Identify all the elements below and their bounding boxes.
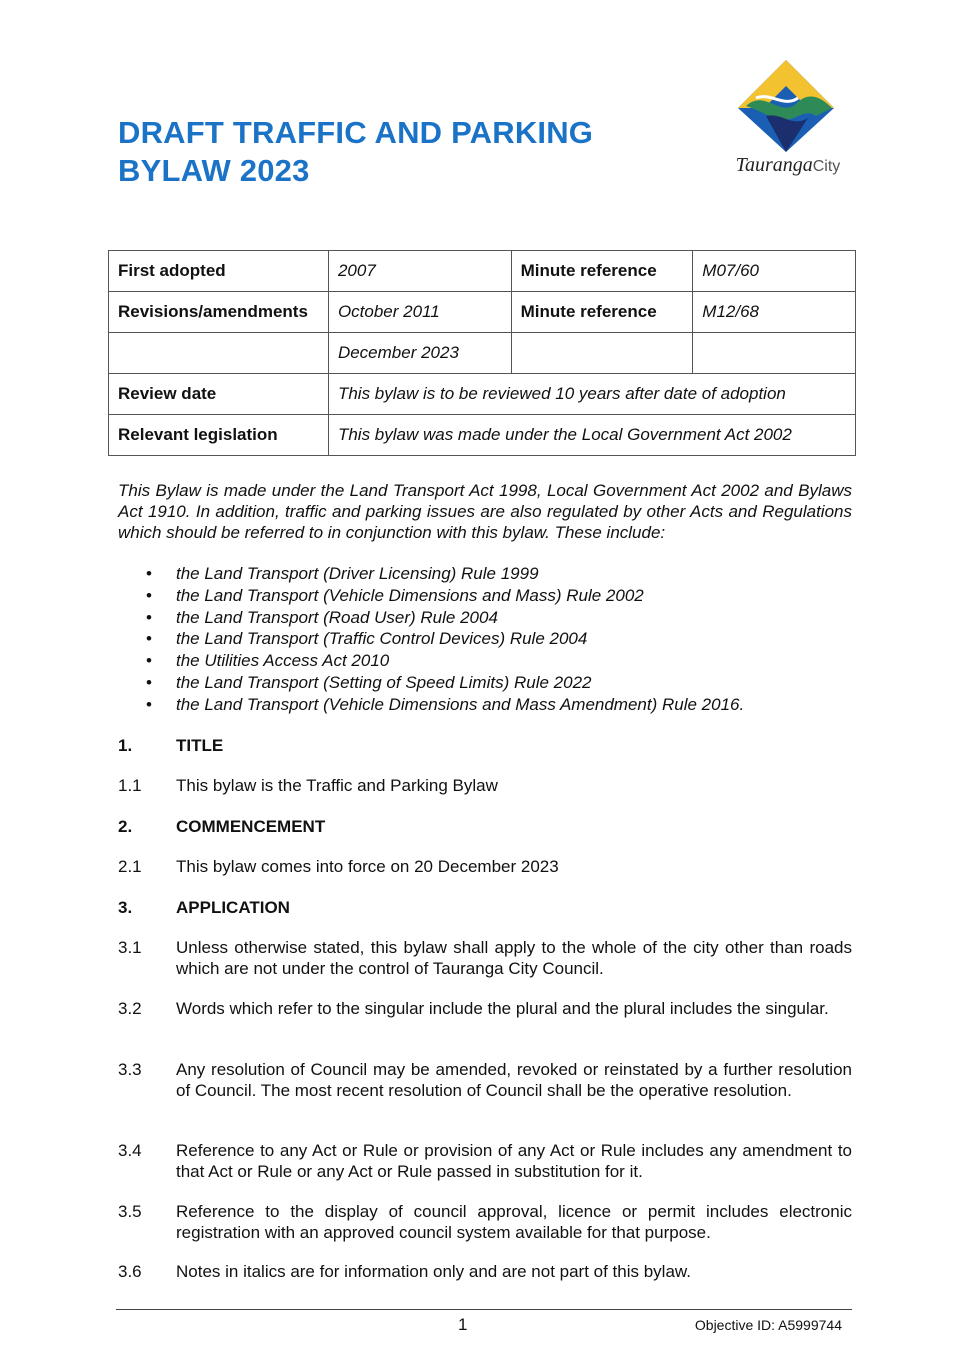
section-number: 2. (118, 817, 133, 836)
section-heading-text: APPLICATION (176, 898, 290, 917)
footer-divider (116, 1309, 852, 1310)
clause-number: 3.6 (118, 1262, 142, 1281)
list-item-text: the Land Transport (Setting of Speed Limits) Rule 2022 (176, 672, 592, 692)
list-item (118, 650, 852, 672)
empty-cell (109, 333, 329, 374)
table-row (109, 292, 856, 333)
minute-reference-label: Minute reference (511, 292, 693, 333)
empty-cell (693, 333, 856, 374)
logo-word-city: City (812, 158, 841, 175)
revisions-value-2: December 2023 (328, 333, 511, 374)
revisions-label: Revisions/amendments (109, 292, 329, 333)
section-number: 3. (118, 898, 133, 917)
section-heading-title (118, 735, 852, 756)
clause-3-2 (118, 998, 852, 1019)
table-row (109, 415, 856, 456)
clause-3-4 (118, 1140, 852, 1182)
bullet-icon: • (146, 672, 152, 692)
clause-3-3 (118, 1059, 852, 1101)
clause-3-5 (118, 1201, 852, 1243)
clause-number: 3.5 (118, 1202, 142, 1221)
intro-paragraph: This Bylaw is made under the Land Transport Act 1998, Local Government Act 2002 and Bylaws Act 1910. In addition, traffic and parking issues are also regulated by other Acts and Regulations which should be referred to in conjunction with this bylaw. These include: (118, 481, 852, 542)
clause-text: This bylaw is the Traffic and Parking Bylaw (176, 776, 498, 795)
first-adopted-value: 2007 (328, 251, 511, 292)
list-item-text: the Land Transport (Driver Licensing) Rule 1999 (176, 564, 539, 583)
objective-id: Objective ID: A5999744 (694, 1317, 842, 1333)
list-item-text: the Utilities Access Act 2010 (176, 651, 390, 671)
clause-3-1 (118, 937, 852, 979)
document-title (118, 114, 593, 190)
bylaw-metadata-table (108, 250, 856, 456)
list-item (118, 585, 852, 607)
list-item (118, 563, 852, 585)
clause-number: 2.1 (118, 857, 142, 876)
list-item-text: the Land Transport (Traffic Control Devices) Rule 2004 (176, 629, 588, 649)
section-number: 1. (118, 736, 133, 755)
minute-reference-value: M12/68 (693, 292, 856, 333)
review-date-value: This bylaw is to be reviewed 10 years after date of adoption (328, 374, 855, 415)
bullet-icon: • (146, 629, 152, 649)
list-item (118, 694, 852, 716)
section-heading-text: TITLE (176, 736, 224, 755)
clause-1-1 (118, 775, 852, 796)
section-heading-commencement (118, 816, 852, 837)
bullet-icon: • (146, 585, 152, 605)
relevant-legislation-value: This bylaw was made under the Local Government Act 2002 (328, 415, 855, 456)
review-date-label: Review date (109, 374, 329, 415)
bullet-icon: • (146, 564, 152, 583)
diamond-logo-icon (736, 58, 836, 154)
related-acts-list (118, 563, 852, 716)
document-title-line1: DRAFT TRAFFIC AND PARKING (118, 115, 594, 150)
list-item-text: the Land Transport (Vehicle Dimensions and Mass) Rule 2002 (176, 585, 644, 605)
minute-reference-label: Minute reference (511, 251, 693, 292)
clause-text: Words which refer to the singular include the plural and the plural includes the singular. (176, 999, 829, 1018)
clause-text: Any resolution of Council may be amended, revoked or reinstated by a further resolution of Council. The most recent resolution of Council shall be the operative resolution. (176, 1060, 852, 1100)
tauranga-city-logo (718, 58, 858, 182)
page-number: 1 (458, 1315, 468, 1334)
section-heading-text: COMMENCEMENT (176, 817, 326, 836)
logo-wordmark (718, 154, 858, 177)
table-row (109, 333, 856, 374)
clause-number: 3.2 (118, 999, 142, 1018)
clause-number: 1.1 (118, 776, 142, 795)
minute-reference-value: M07/60 (693, 251, 856, 292)
bullet-icon: • (146, 607, 152, 627)
revisions-value: October 2011 (328, 292, 511, 333)
clause-3-6 (118, 1261, 852, 1282)
bullet-icon: • (146, 651, 152, 671)
clause-text: Reference to the display of council approval, licence or permit includes electronic registration with an approved council system available for that purpose. (176, 1202, 852, 1242)
first-adopted-label: First adopted (109, 251, 329, 292)
document-title-line2: BYLAW 2023 (118, 153, 310, 188)
clause-number: 3.1 (118, 938, 142, 957)
list-item-text: the Land Transport (Vehicle Dimensions and Mass Amendment) Rule 2016. (176, 694, 745, 714)
section-heading-application (118, 897, 852, 918)
clause-number: 3.4 (118, 1141, 142, 1160)
empty-cell (511, 333, 693, 374)
list-item (118, 607, 852, 629)
clause-text: Reference to any Act or Rule or provision of any Act or Rule includes any amendment to that Act or Rule or any Act or Rule passed in substitution for it. (176, 1141, 852, 1181)
list-item (118, 628, 852, 650)
clause-2-1 (118, 856, 852, 877)
clause-text: Unless otherwise stated, this bylaw shall apply to the whole of the city other than roads which are not under the control of Tauranga City Council. (176, 938, 852, 978)
table-row (109, 251, 856, 292)
relevant-legislation-label: Relevant legislation (109, 415, 329, 456)
clause-text: This bylaw comes into force on 20 December 2023 (176, 857, 559, 876)
clause-number: 3.3 (118, 1060, 142, 1079)
list-item (118, 672, 852, 694)
logo-word-tauranga: Tauranga (735, 154, 813, 176)
bullet-icon: • (146, 694, 152, 714)
table-row (109, 374, 856, 415)
list-item-text: the Land Transport (Road User) Rule 2004 (176, 607, 498, 627)
clause-text: Notes in italics are for information only and are not part of this bylaw. (176, 1262, 691, 1281)
